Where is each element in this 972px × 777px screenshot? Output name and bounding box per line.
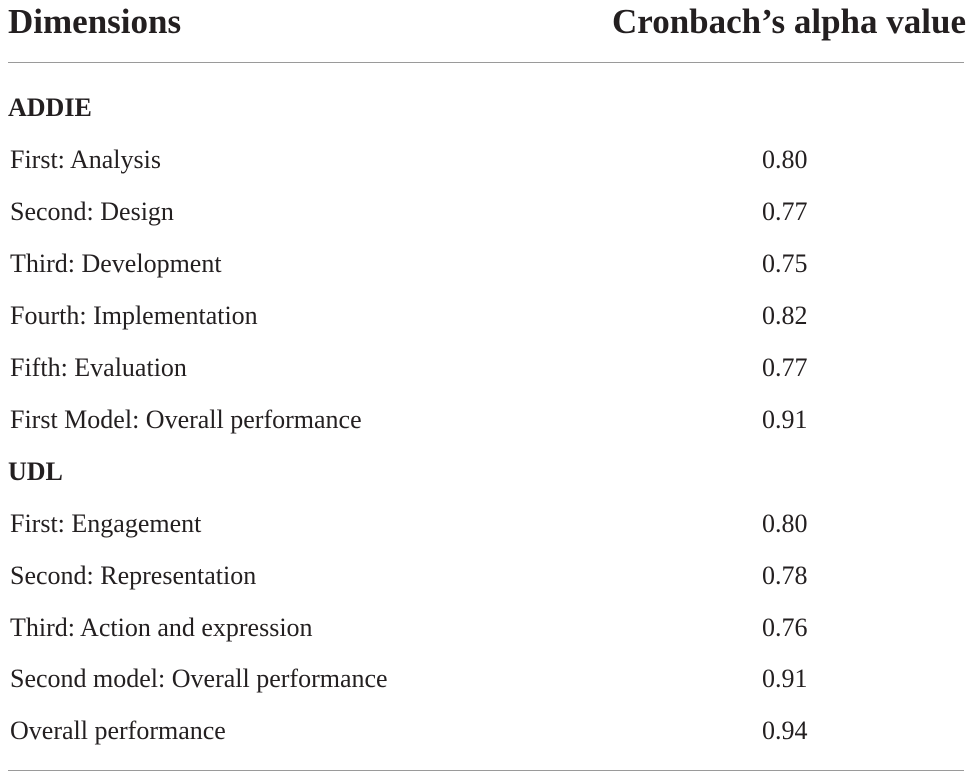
row-label: Second: Representation	[10, 561, 257, 590]
row-value: 0.78	[762, 561, 808, 590]
header-alpha-value: Cronbach’s alpha value	[612, 2, 966, 41]
row-value: 0.75	[762, 249, 808, 278]
row-label: Third: Action and expression	[10, 613, 313, 642]
group-label-addie: ADDIE	[8, 93, 92, 122]
row-value: 0.80	[762, 509, 808, 538]
row-value: 0.91	[762, 405, 808, 434]
row-label: Fifth: Evaluation	[10, 353, 187, 382]
row-label: Second model: Overall performance	[10, 664, 388, 693]
row-value: 0.80	[762, 145, 808, 174]
row-value: 0.91	[762, 664, 808, 693]
table-row	[0, 197, 972, 237]
table-row	[0, 716, 972, 756]
row-value: 0.77	[762, 197, 808, 226]
row-value: 0.76	[762, 613, 808, 642]
row-label: Overall performance	[10, 716, 226, 745]
table-bottom-rule	[8, 770, 964, 771]
table-row	[0, 664, 972, 704]
table-row	[0, 301, 972, 341]
table-row	[0, 353, 972, 393]
row-label: Fourth: Implementation	[10, 301, 258, 330]
row-label: Second: Design	[10, 197, 174, 226]
row-label: Third: Development	[10, 249, 222, 278]
table-header	[0, 0, 972, 52]
header-dimensions: Dimensions	[8, 2, 182, 41]
row-label: First: Analysis	[10, 145, 161, 174]
header-divider	[8, 62, 964, 63]
table-row	[0, 405, 972, 445]
table-row	[0, 249, 972, 289]
table-row	[0, 561, 972, 601]
table-row	[0, 509, 972, 549]
row-value: 0.77	[762, 353, 808, 382]
table-row	[0, 613, 972, 653]
group-label-udl: UDL	[8, 457, 63, 486]
table-row	[0, 145, 972, 185]
row-value: 0.82	[762, 301, 808, 330]
row-value: 0.94	[762, 716, 808, 745]
row-label: First Model: Overall performance	[10, 405, 362, 434]
row-label: First: Engagement	[10, 509, 202, 538]
